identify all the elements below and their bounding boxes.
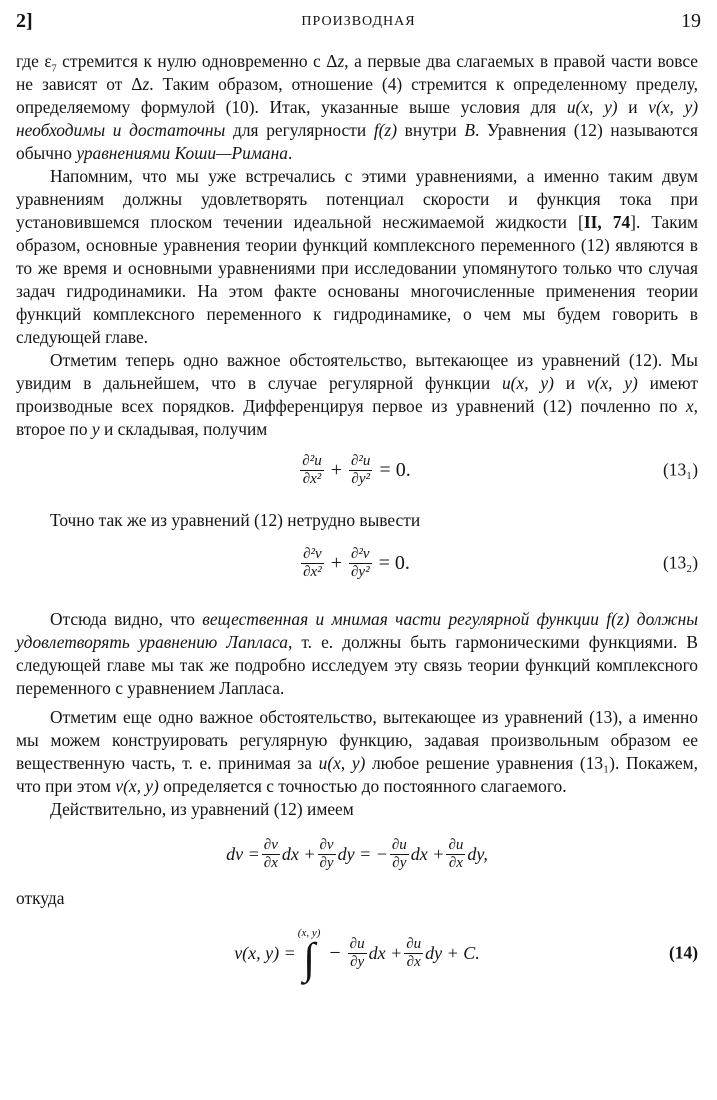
equation-label: (14) [669, 942, 698, 963]
paragraph-2: Напомним, что мы уже встречались с этими уравнениями, а именно таким двум уравнениям должны удовлетворять потенциал скорости и функция тока при установившемся плоском течении идеальной несжимаемой жидкости [II, 74]. Таким образом, основные уравнения теории функций комплексного переменного (12) являются в то же время и основными уравнениями при исследовании упомянутого только что случая задач гидродинамики. На этом факте основаны многочисленные применения теории функций комплексного переменного к гидродинамике, о чем мы будем говорить в следующей главе. [16, 166, 699, 347]
paragraph-6: Отметим еще одно важное обстоятельство, вытекающее из уравнений (13), а именно мы можем конструировать регулярную функцию, задавая произвольным образом ее вещественную часть, т. е. принимая за u(x, y) любое решение уравнения (13₁). Покажем, что при этом v(x, y) определяется с точностью до постоянного слагаемого. [16, 707, 698, 796]
equation-14: v(x, y) = (x, y) ∫ − $\frac{\partial u}{\partial y}$ dx + $\frac{\partial u}{\partial x}$ dy + C. (14) [234, 926, 698, 983]
running-header [16, 10, 701, 38]
equation-label: (13₂) [662, 552, 698, 573]
paragraph-4: Точно так же из уравнений (12) нетрудно вывести [50, 510, 421, 530]
section-number: 2] [16, 10, 33, 32]
paragraph-8: откуда [16, 888, 65, 908]
integral-sign: (x, y) ∫ [297, 926, 321, 983]
emphasis-laplace: вещественная и мнимая части регулярной функции f(z) должны удовлетворять уравнению Лапласа [16, 609, 698, 652]
emphasis-necessary-sufficient: необходимы и достаточны [16, 120, 226, 140]
paragraph-3: Отметим теперь одно важное обстоятельство, вытекающее из уравнений (12). Мы увидим в дальнейшем, что в случае регулярной функции u(x, y) и v(x, y) имеют производные всех порядков. Дифференцируя первое из уравнений (12) почленно по x, второе по y и складывая, получим [16, 350, 698, 439]
equation-label: (13₁) [662, 459, 698, 480]
reference-citation: II, 74 [583, 212, 631, 232]
paragraph-5: Отсюда видно, что вещественная и мнимая части регулярной функции f(z) должны удовлетворять уравнению Лапласа, т. е. должны быть гармоническими функциями. В следующей главе мы так же подробно исследуем эту связь теории функций комплексного переменного с уравнением Лапласа. [16, 609, 698, 698]
paragraph-1: где $\varepsilon_7$ стремится к нулю одновременно с Δz, а первые два слагаемых в правой части вовсе не зависят от Δz. Таким образом, отношение (4) стремится к определенному пределу, определяемому формулой (10). Итак, указанные выше условия для u(x, y) и v(x, y) необходимы и достаточны для регулярности f(z) внутри B. Уравнения (12) называются обычно уравнениями Коши—Римана. [16, 51, 699, 163]
emphasis-cauchy-riemann: уравнениями Коши—Римана [76, 143, 288, 163]
body-text [16, 50, 698, 992]
equation-13-1: $\frac{\text{∂²u}}{\text{∂x²}}$ + $\frac{\text{∂²u}}{\text{∂y²}}$ = 0. (13₁) [302, 452, 698, 487]
equation-13-2: $\frac{\text{∂²v}}{\text{∂x²}}$ + $\frac{\text{∂²v}}{\text{∂y²}}$ = 0. (13₂) [303, 545, 698, 580]
paragraph-7: Действительно, из уравнений (12) имеем [50, 799, 354, 819]
equation-dv: dv = $\frac{\partial v}{\partial x}$ dx + $\frac{\partial v}{\partial y}$ dy = − $\frac{\partial u}{\partial y}$ dx + $\frac{\partial u}{\partial x}$ dy, [226, 836, 488, 871]
running-title: ПРОИЗВОДНАЯ [301, 14, 416, 29]
page-number: 19 [681, 10, 701, 32]
